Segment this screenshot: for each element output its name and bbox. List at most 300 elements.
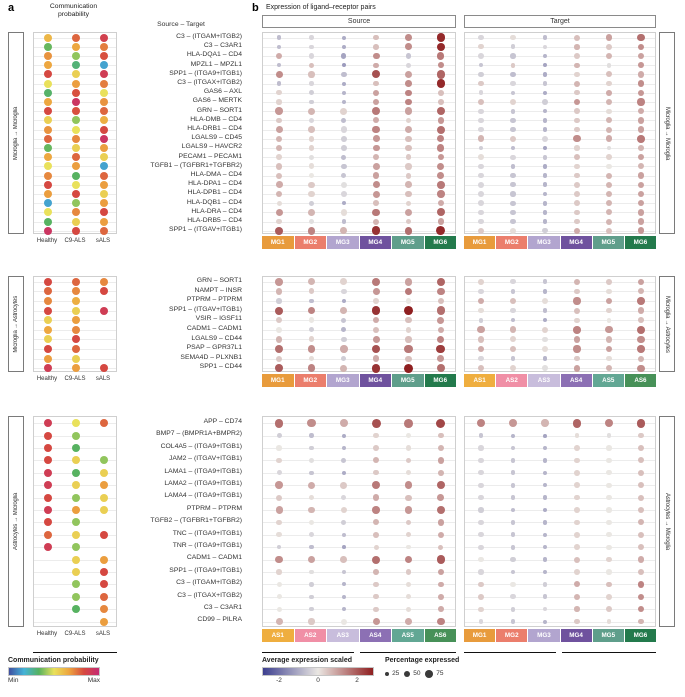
expression-dot — [543, 63, 547, 67]
expression-dot — [543, 495, 547, 499]
expression-dot — [637, 326, 645, 334]
communication-dot — [72, 307, 80, 315]
expression-dot — [405, 356, 411, 362]
communication-dot — [100, 618, 108, 626]
expression-dot — [478, 81, 484, 87]
source-panel-1 — [262, 32, 456, 234]
expression-dot — [341, 520, 346, 525]
pct-key-item — [425, 670, 443, 678]
expression-dot — [574, 279, 580, 285]
expression-dot — [478, 118, 484, 124]
panel-b-title: Expression of ligand–receptor pairs — [266, 4, 376, 11]
expression-dot — [309, 471, 313, 475]
expression-dot — [542, 365, 548, 371]
expression-dot — [437, 70, 445, 78]
expression-dot — [606, 289, 611, 294]
expression-dot — [543, 533, 547, 537]
expression-dot — [309, 219, 314, 224]
expression-dot — [309, 433, 313, 437]
expression-dot — [341, 182, 347, 188]
communication-dot — [44, 316, 52, 324]
expression-dot — [606, 356, 611, 361]
expression-dot — [477, 419, 485, 427]
row-gridline — [263, 93, 455, 94]
row-gridline — [263, 339, 455, 340]
source-panel-header: Source — [262, 15, 456, 28]
expression-dot — [276, 298, 281, 303]
communication-dot — [100, 43, 108, 51]
communication-dot — [72, 556, 80, 564]
expression-dot — [478, 557, 484, 563]
row-gridline — [263, 203, 455, 204]
communication-dot — [72, 61, 80, 69]
pair-label: HLA-DRA – CD4 — [191, 207, 242, 215]
row-gridline — [263, 111, 455, 112]
expression-dot — [373, 336, 380, 343]
expression-dot — [606, 365, 612, 371]
row-gridline — [465, 436, 655, 437]
expression-dot — [341, 209, 347, 215]
expression-dot — [372, 209, 380, 217]
expression-dot — [607, 433, 611, 437]
axis-line — [33, 652, 117, 653]
expression-dot — [373, 594, 378, 599]
expression-dot — [405, 136, 411, 142]
communication-dot — [72, 218, 80, 226]
expression-dot — [438, 99, 444, 105]
expression-dot — [638, 80, 645, 87]
expression-dot — [511, 545, 516, 550]
target-panel-2 — [464, 276, 656, 372]
panel-a-plot-3 — [33, 416, 117, 627]
row-gridline — [465, 460, 655, 461]
expression-dot — [308, 126, 315, 133]
row-gridline — [465, 212, 655, 213]
row-gridline — [465, 535, 655, 536]
expression-dot — [340, 108, 347, 115]
expression-dot — [276, 71, 283, 78]
expression-dot — [276, 53, 282, 59]
expression-dot — [637, 34, 644, 41]
communication-dot — [100, 593, 108, 601]
pair-label: CD99 – PILRA — [197, 616, 242, 624]
communication-dot — [44, 494, 52, 502]
expression-dot — [638, 581, 645, 588]
row-gridline — [465, 93, 655, 94]
row-gridline — [465, 203, 655, 204]
expression-dot — [575, 433, 580, 438]
expression-dot — [342, 607, 346, 611]
expression-dot — [478, 356, 483, 361]
communication-dot — [100, 162, 108, 170]
expression-dot — [478, 99, 484, 105]
expression-dot — [511, 570, 516, 575]
communication-dot — [44, 98, 52, 106]
communication-dot — [44, 144, 52, 152]
condition-label: sALS — [95, 238, 111, 245]
expression-dot — [405, 163, 411, 169]
pair-label: LGALS9 – CD44 — [191, 334, 242, 342]
pair-label: MPZL1 – MPZL1 — [190, 60, 242, 68]
communication-dot — [72, 364, 80, 372]
pair-label: VSIR – IGSF11 — [195, 315, 242, 323]
expression-dot — [543, 54, 548, 59]
expression-dot — [606, 228, 612, 234]
expression-dot — [438, 327, 445, 334]
communication-dot — [100, 287, 108, 295]
communication-dot — [72, 34, 80, 42]
expression-dot — [574, 35, 580, 41]
cluster-label-mg1: MG1 — [464, 236, 496, 249]
expression-dot — [574, 619, 579, 624]
panel-a-title — [26, 3, 121, 19]
pct-key-item — [385, 670, 399, 677]
row-gridline — [465, 111, 655, 112]
row-gridline — [263, 609, 455, 610]
expression-dot — [606, 117, 612, 123]
expression-dot — [478, 44, 483, 49]
expression-dot — [373, 433, 378, 438]
row-gridline — [263, 510, 455, 511]
expression-dot — [573, 135, 580, 142]
row-gridline — [465, 56, 655, 57]
communication-dot — [100, 190, 108, 198]
expression-dot — [373, 288, 380, 295]
expression-dot — [341, 507, 347, 513]
row-gridline — [465, 349, 655, 350]
row-gridline — [465, 120, 655, 121]
expression-dot — [275, 419, 284, 428]
communication-dot — [72, 181, 80, 189]
expression-dot — [340, 482, 347, 489]
expression-dot — [405, 288, 412, 295]
expression-dot — [478, 72, 483, 77]
expression-dot — [606, 173, 612, 179]
target-panel-3 — [464, 416, 656, 627]
communication-dot — [100, 456, 108, 464]
pair-label: GRN – SORT1 — [196, 277, 242, 284]
expression-dot — [543, 582, 548, 587]
communication-dot — [44, 355, 52, 363]
communication-dot — [44, 456, 52, 464]
expression-dot — [309, 288, 315, 294]
expression-dot — [574, 173, 580, 179]
expression-dot — [479, 619, 484, 624]
cluster-label-mg5: MG5 — [392, 236, 425, 249]
expression-dot — [404, 364, 413, 373]
row-gridline — [263, 65, 455, 66]
row-gridline — [465, 485, 655, 486]
expression-dot — [309, 446, 314, 451]
expression-dot — [606, 34, 612, 40]
expression-dot — [606, 44, 612, 50]
cluster-label-mg6: MG6 — [625, 236, 656, 249]
condition-label: Healthy — [36, 630, 58, 637]
row-gridline — [263, 38, 455, 39]
expression-dot — [437, 33, 446, 42]
expression-dot — [342, 446, 346, 450]
pair-label: PTPRM – PTPRM — [186, 504, 242, 512]
cluster-label-mg3: MG3 — [528, 236, 560, 249]
expression-dot — [511, 44, 516, 49]
pct-key-item — [404, 670, 420, 677]
expression-dot — [436, 419, 445, 428]
expression-dot — [308, 345, 316, 353]
expression-dot — [309, 173, 315, 179]
expression-dot — [373, 355, 379, 361]
expression-dot — [478, 346, 485, 353]
expression-dot — [543, 458, 547, 462]
expression-dot — [437, 163, 444, 170]
expression-dot — [309, 532, 314, 537]
expression-dot — [606, 200, 612, 206]
expression-dot — [542, 346, 548, 352]
expression-dot — [277, 545, 281, 549]
group-label-right-2 — [659, 276, 675, 372]
expression-dot — [341, 495, 346, 500]
communication-dot — [72, 43, 80, 51]
cluster-label-as6: AS6 — [425, 629, 457, 642]
expression-dot — [542, 99, 548, 105]
pair-label: HLA-DQA1 – CD4 — [186, 51, 242, 59]
communication-dot — [100, 52, 108, 60]
comm-gradient-bar — [8, 667, 100, 676]
pair-label: PTPRM – PTPRM — [186, 296, 242, 304]
row-gridline — [263, 584, 455, 585]
expression-dot — [437, 306, 445, 314]
expression-dot — [308, 556, 315, 563]
expression-dot — [309, 155, 314, 160]
row-gridline — [465, 560, 655, 561]
expression-dot — [542, 298, 548, 304]
communication-dot — [72, 506, 80, 514]
cluster-label-mg6: MG6 — [425, 236, 457, 249]
expression-dot — [574, 289, 580, 295]
communication-dot — [100, 34, 108, 42]
expr-gradient-bar — [262, 667, 374, 676]
expression-dot — [341, 337, 347, 343]
expression-dot — [510, 155, 515, 160]
expression-dot — [438, 200, 444, 206]
group-label-text: Microglia → Astrocytes — [13, 295, 19, 353]
communication-dot — [100, 605, 108, 613]
expression-dot — [405, 191, 412, 198]
communication-dot — [72, 469, 80, 477]
condition-label: C9-ALS — [64, 238, 86, 245]
communication-dot — [44, 278, 52, 286]
cluster-label-mg1: MG1 — [464, 629, 496, 642]
expression-dot — [606, 308, 612, 314]
expression-dot — [606, 219, 612, 225]
expression-dot — [437, 555, 445, 563]
row-gridline — [465, 139, 655, 140]
expression-dot — [477, 326, 484, 333]
expression-dot — [543, 164, 547, 168]
communication-dot — [72, 153, 80, 161]
row-gridline — [465, 368, 655, 369]
expression-dot — [405, 317, 411, 323]
expression-dot — [341, 145, 347, 151]
expr-tick-label: -2 — [276, 677, 282, 684]
expression-dot — [437, 506, 445, 514]
expression-dot — [404, 419, 413, 428]
communication-dot — [72, 543, 80, 551]
pair-label: HLA-DPA1 – CD4 — [188, 180, 242, 188]
communication-dot — [44, 153, 52, 161]
expression-dot — [438, 445, 444, 451]
expression-dot — [637, 297, 645, 305]
expression-dot — [479, 433, 483, 437]
communication-dot — [44, 481, 52, 489]
expression-dot — [638, 44, 644, 50]
expression-dot — [574, 90, 579, 95]
row-gridline — [465, 510, 655, 511]
expression-dot — [574, 210, 580, 216]
expression-dot — [405, 71, 412, 78]
expression-dot — [373, 163, 380, 170]
row-gridline — [263, 368, 455, 369]
expression-dot — [638, 519, 644, 525]
expression-dot — [510, 308, 515, 313]
row-gridline — [263, 485, 455, 486]
expr-tick-label: 0 — [316, 677, 320, 684]
cluster-label-mg2: MG2 — [295, 374, 328, 387]
expression-dot — [406, 607, 411, 612]
expression-dot — [638, 544, 644, 550]
expression-dot — [478, 53, 484, 59]
expression-dot — [276, 173, 282, 179]
expression-dot — [341, 118, 346, 123]
expression-dot — [511, 495, 516, 500]
expression-dot — [606, 279, 612, 285]
expression-dot — [372, 556, 380, 564]
expression-dot — [478, 127, 484, 133]
axis-line — [464, 652, 556, 653]
communication-dot — [100, 153, 108, 161]
expression-dot — [637, 98, 644, 105]
expression-dot — [638, 470, 644, 476]
expression-dot — [342, 36, 346, 40]
expression-dot — [478, 582, 484, 588]
expression-dot — [437, 190, 444, 197]
cluster-label-mg1: MG1 — [262, 236, 295, 249]
communication-dot — [72, 126, 80, 134]
pair-label: C3 – (ITGAM+ITGB2) — [176, 33, 242, 40]
expression-dot — [543, 594, 548, 599]
communication-dot — [44, 335, 52, 343]
expression-dot — [437, 364, 445, 372]
expression-dot — [275, 481, 283, 489]
expression-dot — [543, 289, 547, 293]
communication-dot — [100, 556, 108, 564]
pair-label: JAM2 – (ITGAV+ITGB1) — [169, 455, 242, 463]
expression-dot — [510, 336, 516, 342]
expression-dot — [373, 145, 380, 152]
expression-dot — [543, 91, 547, 95]
expression-dot — [404, 306, 413, 315]
expression-dot — [510, 557, 515, 562]
cluster-label-mg4: MG4 — [360, 236, 393, 249]
expression-dot — [276, 327, 282, 333]
expression-dot — [276, 209, 283, 216]
row-gridline — [465, 622, 655, 623]
expression-dot — [308, 227, 315, 234]
expression-dot — [341, 136, 347, 142]
expression-dot — [342, 82, 346, 86]
expression-dot — [340, 419, 348, 427]
expression-dot — [543, 279, 548, 284]
expression-dot — [309, 201, 314, 206]
expression-dot — [277, 470, 282, 475]
communication-dot — [44, 162, 52, 170]
communication-dot — [100, 116, 108, 124]
expression-dot — [406, 154, 412, 160]
row-gridline — [263, 56, 455, 57]
communication-dot — [72, 593, 80, 601]
expression-dot — [606, 483, 611, 488]
expression-dot — [478, 483, 483, 488]
expression-dot — [573, 326, 581, 334]
expression-dot — [276, 520, 282, 526]
cluster-label-row — [262, 629, 456, 642]
row-gridline — [465, 597, 655, 598]
expression-dot — [638, 200, 645, 207]
expression-dot — [373, 532, 379, 538]
expression-dot — [510, 35, 515, 40]
panel-a-title-line1: Communication — [49, 3, 98, 10]
pair-label: LGALS9 – HAVCR2 — [181, 143, 242, 151]
expression-dot — [276, 336, 282, 342]
expression-dot — [542, 228, 547, 233]
expression-dot — [437, 52, 444, 59]
communication-dot — [100, 80, 108, 88]
expression-dot — [276, 506, 283, 513]
communication-dot — [44, 506, 52, 514]
expression-dot — [275, 556, 283, 564]
expression-dot — [309, 53, 315, 59]
communication-dot — [100, 278, 108, 286]
pair-label: PSAP – GPR37L1 — [186, 344, 242, 352]
source-panel-2 — [262, 276, 456, 372]
expression-dot — [606, 346, 613, 353]
expression-dot — [511, 446, 516, 451]
expression-dot — [510, 582, 515, 587]
expression-dot — [373, 618, 380, 625]
row-gridline — [263, 120, 455, 121]
group-label-text: Astrocytes → Microglia — [664, 492, 670, 550]
expression-dot — [437, 144, 444, 151]
expression-dot — [275, 364, 283, 372]
expression-dot — [276, 569, 281, 574]
expression-dot — [405, 209, 412, 216]
expression-dot — [606, 298, 613, 305]
expression-dot — [276, 136, 282, 142]
panel-a-title-line2: probability — [58, 11, 89, 18]
expression-dot — [478, 336, 484, 342]
expression-dot — [406, 445, 411, 450]
expression-dot — [342, 91, 346, 95]
communication-dot — [44, 34, 52, 42]
expression-dot — [438, 582, 444, 588]
expression-dot — [638, 108, 644, 114]
expression-dot — [574, 99, 581, 106]
pair-labels-1 — [118, 32, 244, 234]
expression-dot — [372, 419, 381, 428]
expression-dot — [406, 53, 412, 59]
expression-dot — [342, 582, 346, 586]
group-label-text: Microglia → Microglia — [664, 106, 670, 160]
expression-dot — [373, 317, 379, 323]
